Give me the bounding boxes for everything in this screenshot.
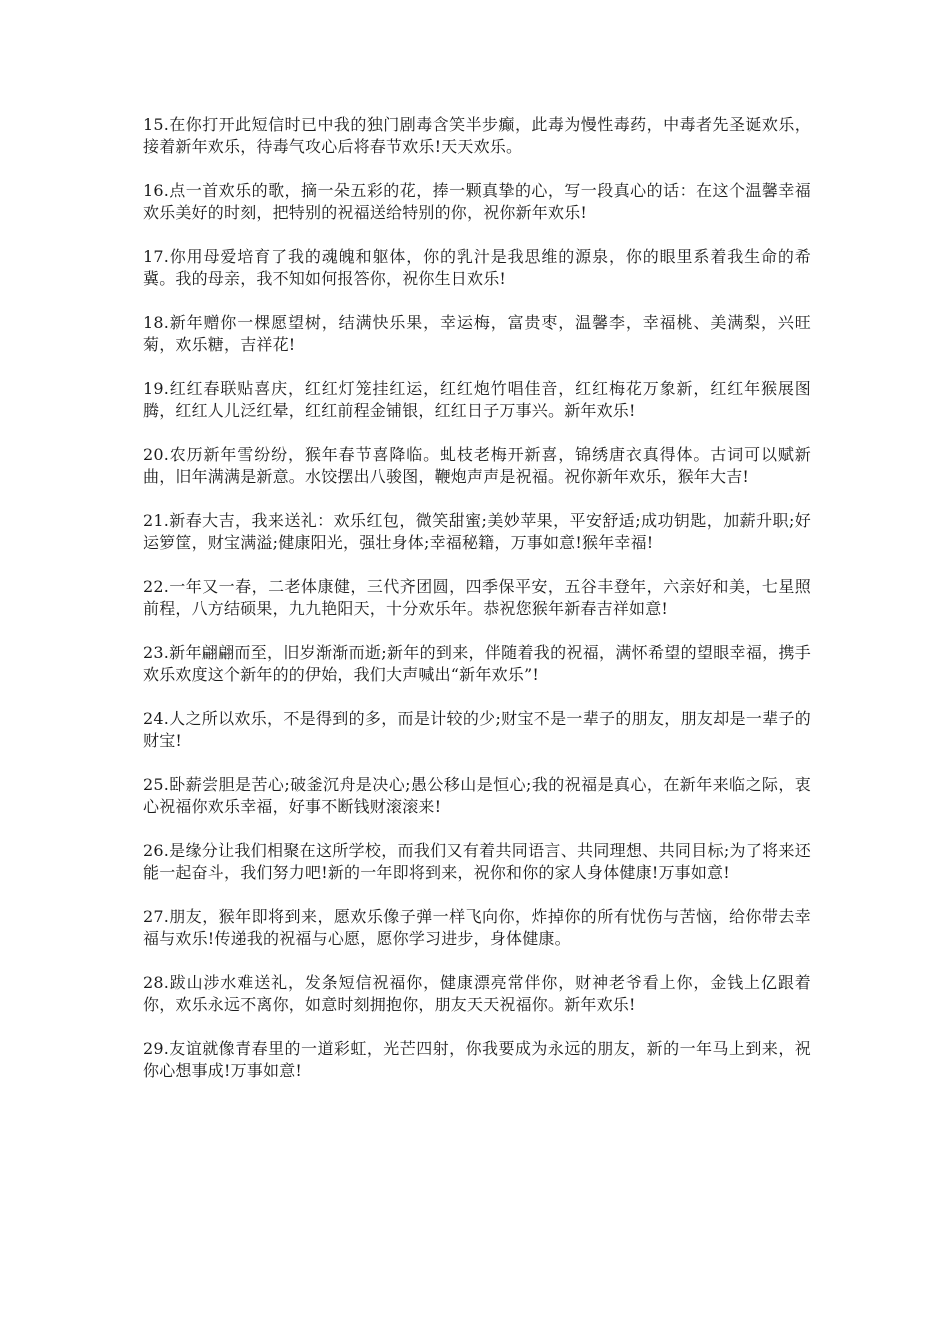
paragraph-27: 27.朋友，猴年即将到来，愿欢乐像子弹一样飞向你，炸掉你的所有忧伤与苦恼，给你带去幸福与欢乐!传递我的祝福与心愿，愿你学习进步，身体健康。 [143,907,811,948]
document-body [143,114,811,1104]
paragraph-17: 17.你用母爱培育了我的魂魄和躯体，你的乳汁是我思维的源泉，你的眼里系着我生命的希冀。我的母亲，我不知如何报答你，祝你生日欢乐! [143,247,811,288]
paragraph-22: 22.一年又一春，二老体康健，三代齐团圆，四季保平安，五谷丰登年，六亲好和美，七星照前程，八方结硕果，九九艳阳天，十分欢乐年。恭祝您猴年新春吉祥如意! [143,577,811,618]
paragraph-25: 25.卧薪尝胆是苦心;破釜沉舟是决心;愚公移山是恒心;我的祝福是真心，在新年来临之际，衷心祝福你欢乐幸福，好事不断钱财滚滚来! [143,775,811,816]
paragraph-29: 29.友谊就像青春里的一道彩虹，光芒四射，你我要成为永远的朋友，新的一年马上到来，祝你心想事成!万事如意! [143,1039,811,1080]
paragraph-16: 16.点一首欢乐的歌，摘一朵五彩的花，捧一颗真挚的心，写一段真心的话：在这个温馨幸福欢乐美好的时刻，把特别的祝福送给特别的你，祝你新年欢乐! [143,181,811,222]
paragraph-23: 23.新年翩翩而至，旧岁渐渐而逝;新年的到来，伴随着我的祝福，满怀希望的望眼幸福，携手欢乐欢度这个新年的的伊始，我们大声喊出“新年欢乐”! [143,643,811,684]
paragraph-26: 26.是缘分让我们相聚在这所学校，而我们又有着共同语言、共同理想、共同目标;为了将来还能一起奋斗，我们努力吧!新的一年即将到来，祝你和你的家人身体健康!万事如意! [143,841,811,882]
paragraph-18: 18.新年赠你一棵愿望树，结满快乐果，幸运梅，富贵枣，温馨李，幸福桃、美满梨，兴旺菊，欢乐糖，吉祥花! [143,313,811,354]
paragraph-28: 28.跋山涉水难送礼，发条短信祝福你，健康漂亮常伴你，财神老爷看上你，金钱上亿跟着你，欢乐永远不离你，如意时刻拥抱你，朋友天天祝福你。新年欢乐! [143,973,811,1014]
paragraph-19: 19.红红春联贴喜庆，红红灯笼挂红运，红红炮竹唱佳音，红红梅花万象新，红红年猴展图腾，红红人儿泛红晕，红红前程金铺银，红红日子万事兴。新年欢乐! [143,379,811,420]
paragraph-24: 24.人之所以欢乐，不是得到的多，而是计较的少;财宝不是一辈子的朋友，朋友却是一辈子的财宝! [143,709,811,750]
paragraph-21: 21.新春大吉，我来送礼：欢乐红包，微笑甜蜜;美妙苹果，平安舒适;成功钥匙，加薪升职;好运箩筐，财宝满溢;健康阳光，强壮身体;幸福秘籍，万事如意!猴年幸福! [143,511,811,552]
paragraph-15: 15.在你打开此短信时已中我的独门剧毒含笑半步癫，此毒为慢性毒药，中毒者先圣诞欢乐，接着新年欢乐，待毒气攻心后将春节欢乐!天天欢乐。 [143,115,811,156]
paragraph-20: 20.农历新年雪纷纷，猴年春节喜降临。虬枝老梅开新喜，锦绣唐衣真得体。古词可以赋新曲，旧年满满是新意。水饺摆出八骏图，鞭炮声声是祝福。祝你新年欢乐，猴年大吉! [143,445,811,486]
